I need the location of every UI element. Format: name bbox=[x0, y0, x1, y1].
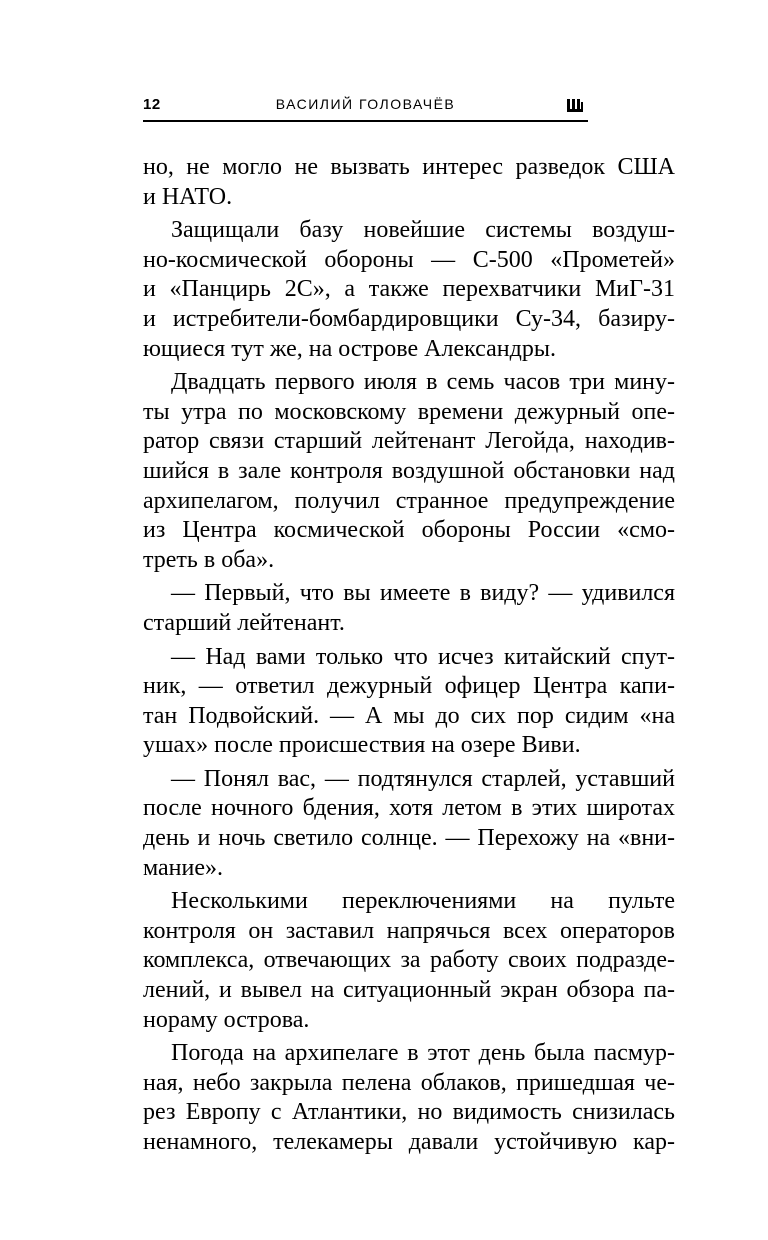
author-name: ВАСИЛИЙ ГОЛОВАЧЁВ bbox=[275, 96, 456, 112]
body-text bbox=[143, 153, 675, 1162]
text-line: ная, небо закрыла пелена облаков, пришедшая че- bbox=[143, 1069, 675, 1096]
text-line: ратор связи старший лейтенант Легойда, находив- bbox=[143, 428, 675, 455]
text-line: Защищали базу новейшие системы воздуш- bbox=[171, 217, 675, 244]
paragraph bbox=[143, 1039, 675, 1157]
text-line: день и ночь светило солнце. — Перехожу на «вни- bbox=[143, 825, 675, 852]
page-number: 12 bbox=[143, 96, 161, 113]
text-line: комплекса, отвечающих за работу своих подразде- bbox=[143, 947, 675, 974]
paragraph bbox=[143, 887, 675, 1035]
text-line: ты утра по московскому времени дежурный опе- bbox=[143, 398, 675, 425]
text-line: и «Панцирь 2С», а также перехватчики МиГ-31 bbox=[143, 276, 675, 303]
text-line: тан Подвойский. — А мы до сих пор сидим «на bbox=[143, 702, 675, 729]
text-line: архипелагом, получил странное предупреждение bbox=[143, 487, 675, 514]
text-line: и истребители-бомбардировщики Су-34, базиру- bbox=[143, 305, 675, 332]
text-line: — Понял вас, — подтянулся старлей, уставший bbox=[171, 765, 675, 792]
text-line: — Первый, что вы имеете в виду? — удивился bbox=[171, 580, 675, 607]
text-line: ющиеся тут же, на острове Александры. bbox=[143, 335, 556, 362]
text-line: ник, — ответил дежурный офицер Центра капи- bbox=[143, 673, 675, 700]
publisher-logo-icon bbox=[566, 98, 584, 116]
text-line: треть в оба». bbox=[143, 546, 275, 573]
text-line: нораму острова. bbox=[143, 1006, 310, 1033]
text-line: шийся в зале контроля воздушной обстановки над bbox=[143, 457, 675, 484]
text-line: Двадцать первого июля в семь часов три мину- bbox=[171, 369, 675, 396]
text-line: ушах» после происшествия на озере Виви. bbox=[143, 732, 581, 759]
text-line: рез Европу с Атлантики, но видимость снизилась bbox=[143, 1099, 675, 1126]
text-line: Несколькими переключениями на пульте bbox=[171, 888, 675, 915]
text-line: и НАТО. bbox=[143, 183, 233, 210]
paragraph bbox=[143, 643, 675, 761]
text-line: лений, и вывел на ситуационный экран обзора па- bbox=[143, 977, 675, 1004]
text-line: но-космической обороны — С-500 «Прометей» bbox=[143, 246, 675, 273]
text-line: Погода на архипелаге в этот день была пасмур- bbox=[171, 1040, 675, 1067]
paragraph bbox=[143, 216, 675, 364]
text-line: контроля он заставил напрячься всех операторов bbox=[143, 917, 675, 944]
paragraph bbox=[143, 153, 675, 212]
paragraph bbox=[143, 579, 675, 638]
text-line: ненамного, телекамеры давали устойчивую кар- bbox=[143, 1129, 675, 1155]
paragraph bbox=[143, 765, 675, 883]
paragraph bbox=[143, 368, 675, 575]
running-header bbox=[143, 96, 588, 122]
text-line: но, не могло не вызвать интерес разведок США bbox=[143, 154, 675, 180]
text-line: старший лейтенант. bbox=[143, 609, 345, 636]
text-line: из Центра космической обороны России «смо- bbox=[143, 517, 675, 544]
text-line: — Над вами только что исчез китайский спут- bbox=[171, 643, 675, 670]
text-line: после ночного бдения, хотя летом в этих широтах bbox=[143, 795, 675, 822]
text-line: мание». bbox=[143, 854, 224, 881]
